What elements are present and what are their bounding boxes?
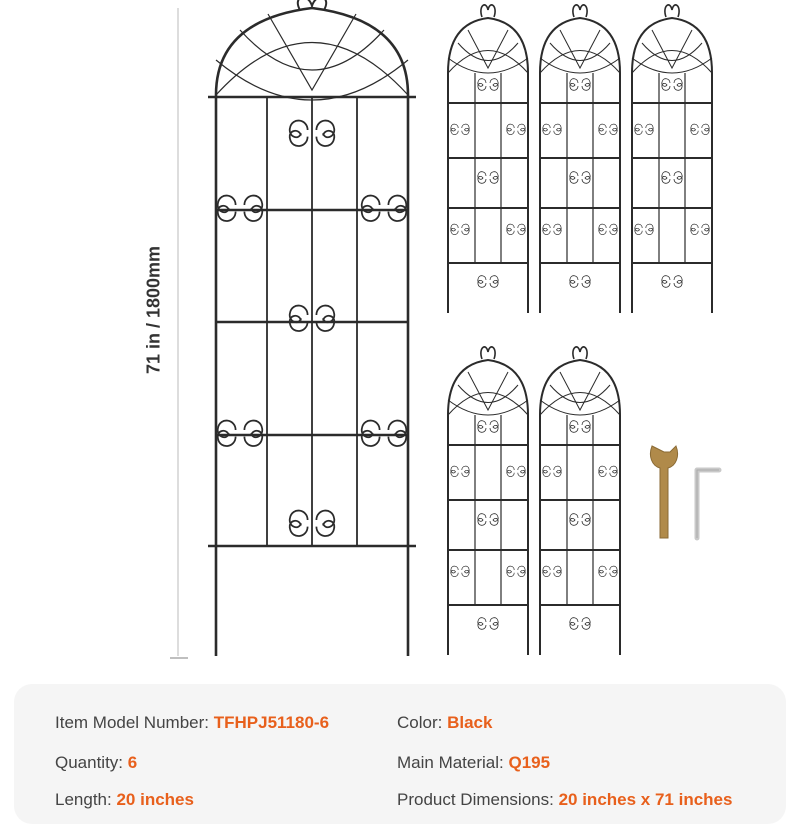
small-trellis-panel bbox=[632, 5, 712, 313]
height-dimension-label: 71 in / 1800mm bbox=[143, 245, 164, 375]
small-trellis-panel bbox=[540, 347, 620, 655]
spec-color bbox=[397, 713, 492, 733]
spec-value: 20 inches bbox=[116, 790, 194, 809]
height-dimension-line bbox=[170, 8, 188, 658]
small-trellis-panel bbox=[448, 5, 528, 313]
small-trellis-panel bbox=[448, 347, 528, 655]
spec-length bbox=[55, 790, 194, 810]
spec-label: Item Model Number: bbox=[55, 713, 209, 732]
spec-model bbox=[55, 713, 329, 733]
spec-quantity bbox=[55, 753, 137, 773]
spec-label: Product Dimensions: bbox=[397, 790, 554, 809]
large-trellis-panel bbox=[208, 0, 416, 656]
spec-label: Quantity: bbox=[55, 753, 124, 772]
spec-material bbox=[397, 753, 550, 773]
spec-value: 20 inches x 71 inches bbox=[558, 790, 733, 809]
spec-value: 6 bbox=[127, 753, 138, 772]
spec-value: TFHPJ51180-6 bbox=[213, 713, 330, 732]
spec-value: Q195 bbox=[508, 753, 551, 772]
spec-label: Main Material: bbox=[397, 753, 504, 772]
spec-dimensions bbox=[397, 790, 732, 810]
spec-label: Length: bbox=[55, 790, 112, 809]
spec-value: Black bbox=[447, 713, 493, 732]
spec-card bbox=[14, 684, 786, 824]
hex-key-icon bbox=[697, 470, 719, 538]
wrench-icon bbox=[650, 446, 677, 538]
spec-label: Color: bbox=[397, 713, 443, 732]
small-trellis-panel bbox=[540, 5, 620, 313]
